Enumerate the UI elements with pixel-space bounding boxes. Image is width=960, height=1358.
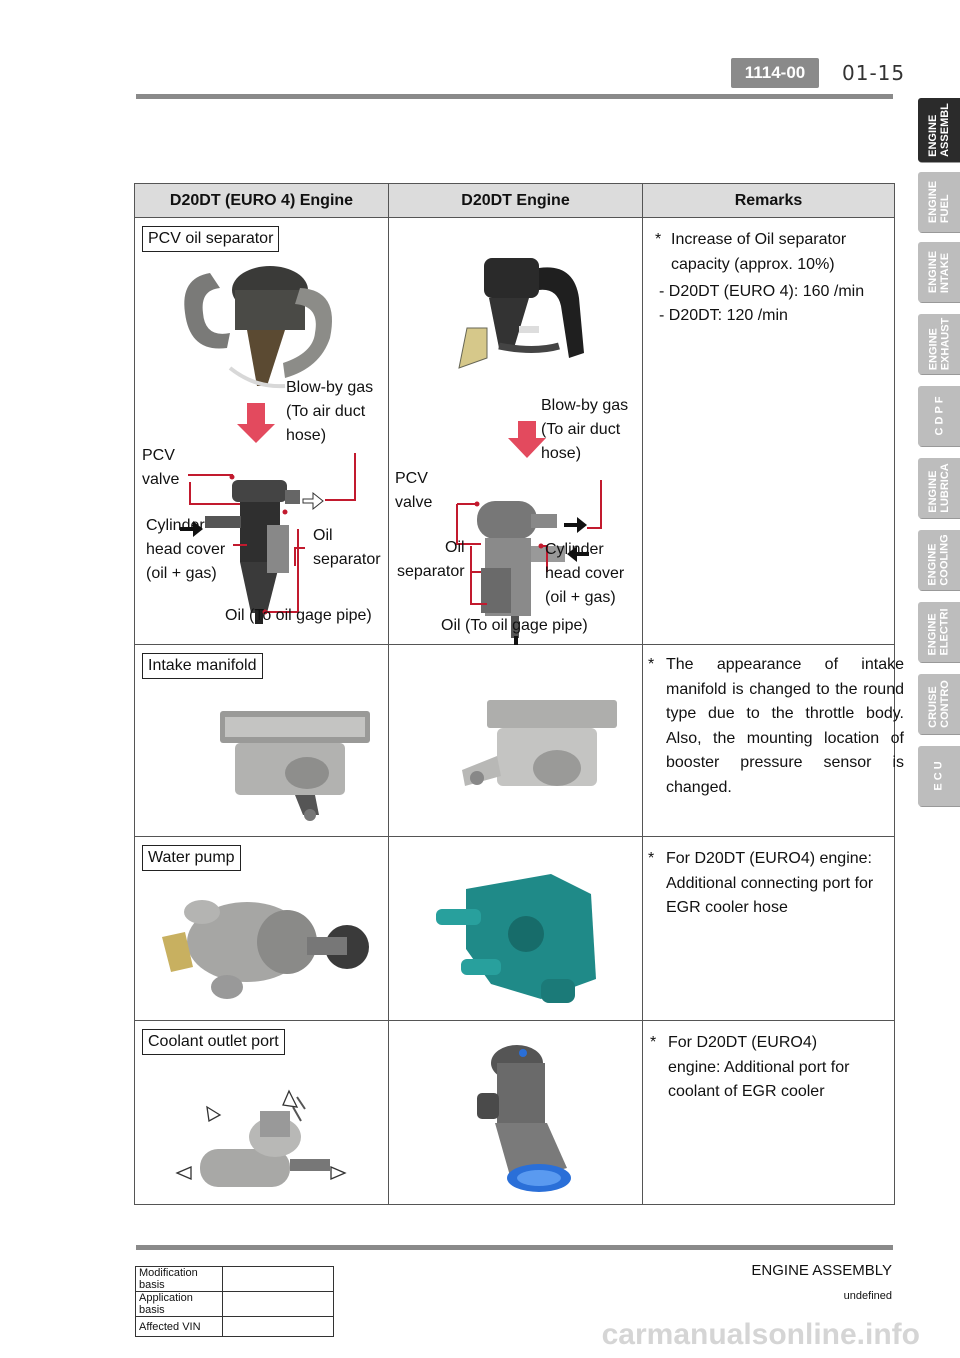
header-rule [136,94,893,99]
waterpump-d20dt-photo [431,859,601,1009]
table-header-row [135,184,895,218]
footer-subtitle: undefined [843,1290,892,1302]
side-tab-engine-fuel[interactable]: ENGINE FUEL [918,172,960,232]
waterpump-euro4-cell [135,837,389,1021]
pcv-euro4-photo [184,266,332,386]
flow-arrow-icon [237,403,275,443]
pcv-euro4-cell [135,218,389,645]
label-pcv-valve: PCV valve [395,470,433,511]
row-label-coolant-outlet: Coolant outlet port [142,1029,285,1055]
remark-pcv-d20dt-value: - D20DT: 120 /min [659,307,788,324]
table-row [136,1267,334,1292]
side-tab-engine-assembly[interactable]: ENGINE ASSEMBL [918,98,960,162]
page-number: 01-15 [842,61,906,85]
footer-rule [136,1245,893,1250]
coolant-d20dt-cell [389,1021,643,1205]
table-row [135,837,895,1021]
label-blowby-gas: Blow-by gas (To air duct hose) [541,397,629,462]
column-header-d20dt: D20DT Engine [389,184,643,218]
remark-pcv-euro4-value: - D20DT (EURO 4): 160 /min [659,283,865,300]
label-oil-separator: Oil separator [397,539,465,580]
label-oil-to-gage-pipe: Oil (To oil gage pipe) [225,607,372,624]
affected-vin-value [223,1317,334,1337]
waterpump-remarks-cell [643,837,895,1021]
comparison-table [134,183,904,1205]
label-oil-to-gage-pipe: Oil (To oil gage pipe) [441,617,588,634]
table-row [135,218,895,645]
side-tab-engine-cooling[interactable]: ENGINE COOLING [918,530,960,590]
remark-intake: * The appearance of intake manifold is changed to the round type due to the throttle body. Also, the mounting location of booster pressure sensor is changed. [648,656,904,796]
application-basis-label: Application basis [136,1292,223,1317]
coolant-d20dt-photo [467,1033,587,1198]
label-cylinder-head-cover: Cylinder head cover (oil + gas) [545,541,625,606]
watermark: carmanualsonline.info [601,1318,920,1351]
waterpump-d20dt-cell [389,837,643,1021]
table-row [135,1021,895,1205]
footer-section-title: ENGINE ASSEMBLY [751,1262,892,1279]
side-tab-cruise-control[interactable]: CRUISE CONTRO [918,674,960,734]
label-cylinder-head-cover: Cylinder head cover (oil + gas) [146,517,226,582]
column-header-euro4: D20DT (EURO 4) Engine [135,184,389,218]
intake-euro4-cell [135,645,389,837]
table-row [136,1317,334,1337]
pcv-d20dt-photo [459,258,584,368]
intake-d20dt-photo [457,690,622,810]
side-tab-cdpf[interactable]: C D P F [918,386,960,446]
intake-remarks-cell [643,645,904,837]
waterpump-euro4-photo [157,887,372,1005]
section-code-badge: 1114-00 [731,58,819,88]
row-label-pcv: PCV oil separator [142,226,279,252]
modification-table [135,1266,334,1337]
application-basis-value [223,1292,334,1317]
remark-coolant-outlet: * For D20DT (EURO4) engine: Additional port for coolant of EGR cooler [650,1034,850,1100]
modification-basis-value [223,1267,334,1292]
row-label-intake: Intake manifold [142,653,263,679]
label-pcv-valve: PCV valve [142,447,180,488]
coolant-euro4-photo [165,1089,365,1199]
intake-d20dt-cell [389,645,643,837]
label-oil-separator: Oil separator [313,527,381,568]
affected-vin-label: Affected VIN [136,1317,223,1337]
side-tab-engine-lubrication[interactable]: ENGINE LUBRICA [918,458,960,518]
table-row [135,645,895,837]
coolant-euro4-cell [135,1021,389,1205]
side-tab-engine-electric[interactable]: ENGINE ELECTRI [918,602,960,662]
row-label-water-pump: Water pump [142,845,241,871]
column-header-remarks: Remarks [643,184,895,218]
table-row [136,1292,334,1317]
side-tab-engine-intake[interactable]: ENGINE INTAKE [918,242,960,302]
pcv-remarks-cell [643,218,895,645]
label-blowby-gas: Blow-by gas (To air duct hose) [286,379,374,444]
remark-pcv: * Increase of Oil separator capacity (approx. 10%) [655,231,847,273]
side-tab-ecu[interactable]: E C U [918,746,960,806]
side-tab-engine-exhaust[interactable]: ENGINE EXHAUST [918,314,960,374]
intake-euro4-photo [215,703,375,821]
pcv-d20dt-cell [389,218,643,645]
coolant-remarks-cell [643,1021,895,1205]
modification-basis-label: Modification basis [136,1267,223,1292]
remark-water-pump: * For D20DT (EURO4) engine: Additional connecting port for EGR cooler hose [648,850,874,916]
